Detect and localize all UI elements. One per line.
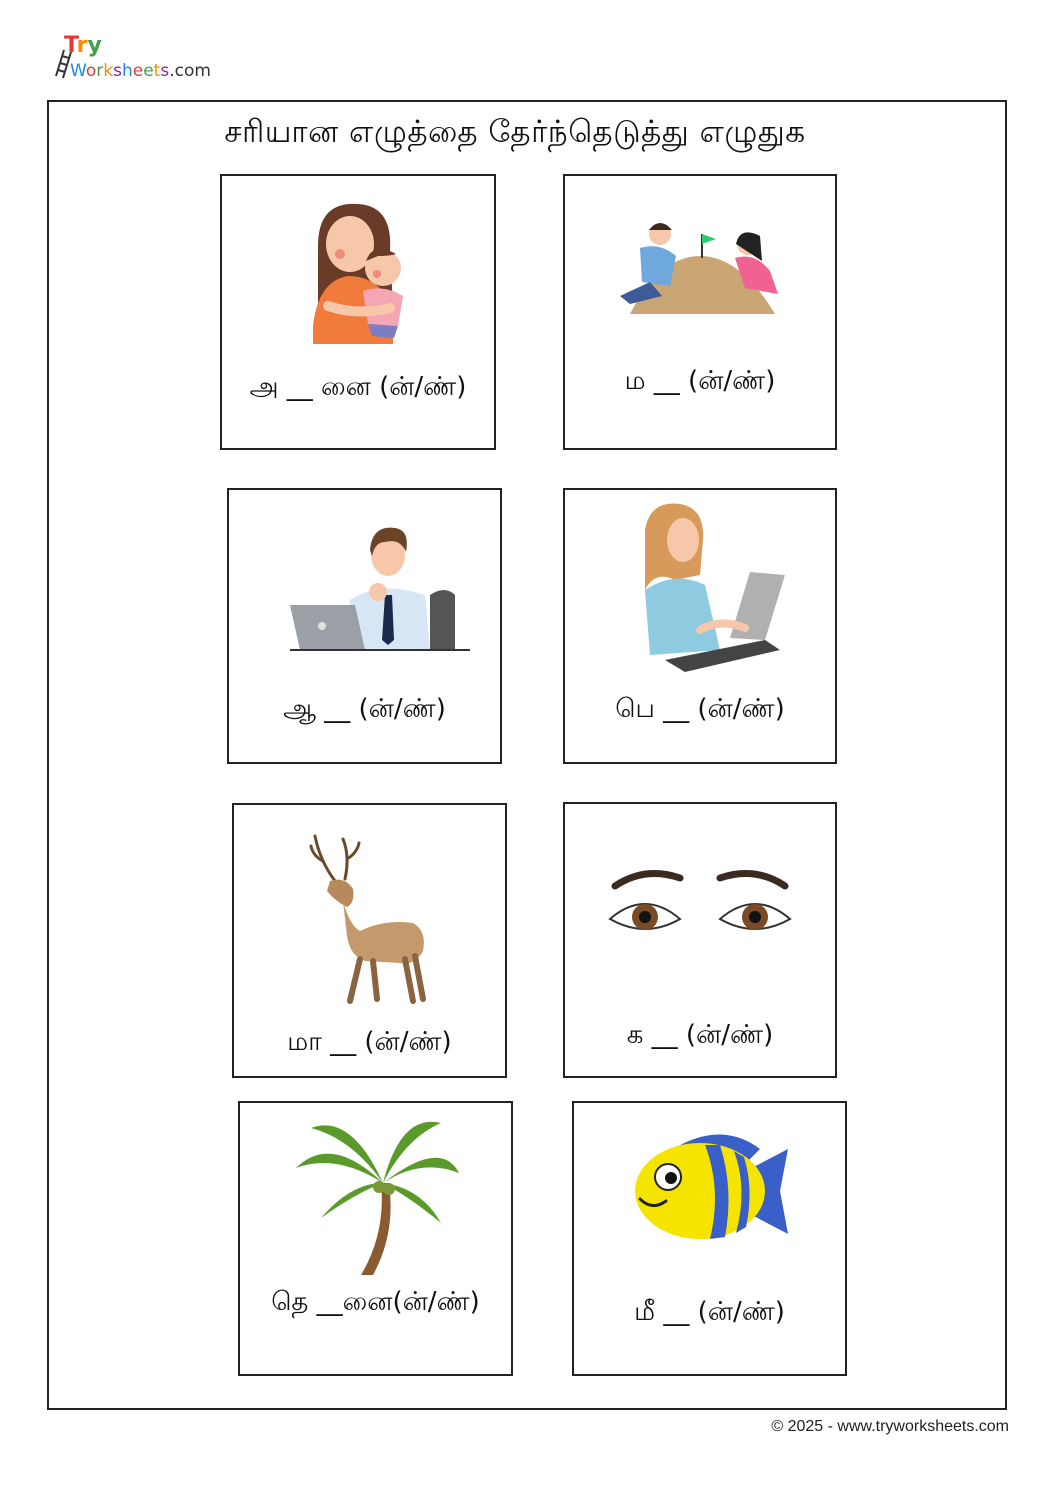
- card-word: க __ (ன்/ண்): [626, 1020, 774, 1050]
- card-sandcastle: [563, 174, 837, 450]
- card-word: பெ __ (ன்/ண்): [615, 694, 785, 724]
- card-word: ஆ __ (ன்/ண்): [283, 694, 446, 724]
- mother-baby-icon: [298, 196, 418, 346]
- card-word: அ __ னை (ன்/ண்): [249, 372, 467, 402]
- svg-text:Worksheets.com: Worksheets.com: [70, 61, 211, 81]
- worksheet-title: சரியான எழுத்தை தேர்ந்தெடுத்து எழுதுக: [224, 114, 806, 150]
- card-woman: [563, 488, 837, 764]
- card-fish: [572, 1101, 847, 1376]
- man-laptop-icon: [260, 520, 470, 655]
- card-word: தெ __னை(ன்/ண்): [271, 1287, 480, 1317]
- deer-icon: [305, 831, 435, 1011]
- card-word: ம __ (ன்/ண்): [624, 366, 776, 396]
- site-logo[interactable]: [50, 30, 230, 85]
- coconut-tree-icon: [291, 1113, 461, 1278]
- card-word: மீ __ (ன்/ண்): [634, 1297, 785, 1327]
- kids-sandcastle-icon: [610, 216, 790, 316]
- eyes-icon: [605, 864, 795, 954]
- fish-icon: [630, 1129, 790, 1254]
- card-mother: [220, 174, 496, 450]
- footer-copyright: © 2025 - www.tryworksheets.com: [771, 1418, 1009, 1435]
- card-deer: [232, 803, 507, 1078]
- card-man: [227, 488, 502, 764]
- card-eyes: [563, 802, 837, 1078]
- tryworksheets-logo-icon: [50, 30, 230, 85]
- woman-laptop-icon: [605, 500, 795, 675]
- worksheet-frame: [47, 100, 1007, 1410]
- card-word: மா __ (ன்/ண்): [287, 1027, 452, 1057]
- card-coconut-tree: [238, 1101, 513, 1376]
- svg-text:Try: Try: [64, 33, 102, 58]
